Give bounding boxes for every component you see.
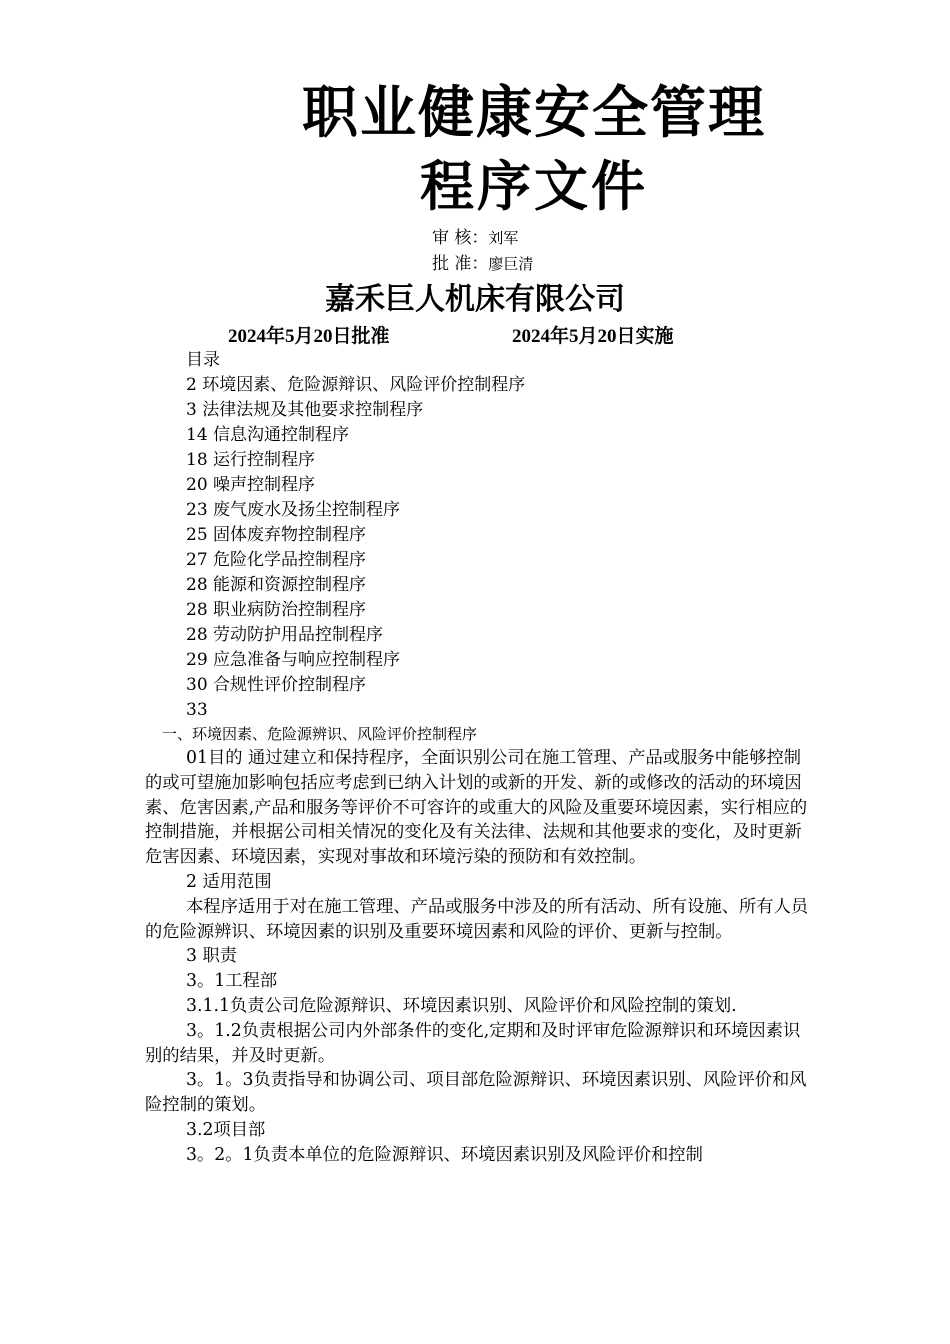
toc-item[interactable]: 2 环境因素、危险源辩识、风险评价控制程序 — [186, 375, 526, 395]
toc-item[interactable]: 33 — [186, 700, 208, 720]
duty-heading: 3 职责 — [186, 946, 238, 967]
approver-line — [432, 252, 533, 276]
toc-item[interactable]: 18 运行控制程序 — [186, 450, 316, 470]
table-of-contents — [186, 348, 525, 723]
section-body — [145, 746, 815, 1168]
reviewer-label: 审 核： — [432, 228, 489, 248]
toc-item[interactable]: 28 劳动防护用品控制程序 — [186, 625, 384, 645]
reviewer-name: 刘军 — [488, 229, 519, 247]
toc-item[interactable]: 20 噪声控制程序 — [186, 475, 316, 495]
dept-engineering: 3。1工程部 — [186, 971, 278, 992]
toc-item[interactable]: 23 废气废水及扬尘控制程序 — [186, 500, 401, 520]
scope-paragraph: 本程序适用于对在施工管理、产品或服务中涉及的所有活动、所有设施、所有人员的危险源辨识、环境因素的识别及重要环境因素和风险的评价、更新与控制。 — [145, 896, 809, 942]
toc-heading: 目录 — [186, 350, 220, 370]
approve-date: 2024年5月20日批准 — [228, 326, 390, 347]
section-heading: 一、环境因素、危险源辨识、风险评价控制程序 — [162, 725, 478, 743]
approver-name: 廖巨清 — [488, 255, 534, 273]
dept-project: 3.2项目部 — [186, 1119, 266, 1140]
effective-date: 2024年5月20日实施 — [512, 326, 674, 347]
document-title-line1: 职业健康安全管理 — [302, 81, 766, 146]
toc-item[interactable]: 28 职业病防治控制程序 — [186, 600, 367, 620]
scope-heading: 2 适用范围 — [186, 871, 272, 892]
toc-item[interactable]: 29 应急准备与响应控制程序 — [186, 650, 401, 670]
toc-item[interactable]: 27 危险化学品控制程序 — [186, 550, 367, 570]
approver-label: 批 准： — [432, 254, 489, 274]
toc-item[interactable]: 14 信息沟通控制程序 — [186, 425, 350, 445]
toc-item[interactable]: 25 固体废弃物控制程序 — [186, 525, 367, 545]
duty-3-1-1: 3.1.1负责公司危险源辩识、环境因素识别、风险评价和风险控制的策划. — [186, 995, 737, 1016]
toc-item[interactable]: 30 合规性评价控制程序 — [186, 675, 367, 695]
reviewer-line — [432, 226, 518, 250]
duty-3-2-1: 3。2。1负责本单位的危险源辩识、环境因素识别及风险评价和控制 — [186, 1144, 703, 1165]
company-name: 嘉禾巨人机床有限公司 — [325, 282, 625, 317]
toc-item[interactable]: 28 能源和资源控制程序 — [186, 575, 367, 595]
purpose-paragraph: 01目的 通过建立和保持程序，全面识别公司在施工管理、产品或服务中能够控制的或可望施加影响包括应考虑到已纳入计划的或新的开发、新的或修改的活动的环境因素、危害因素,产品和服务等评价不可容许的或重大的风险及重要环境因素，实行相应的控制措施，并根据公司相关情况的变化及有关法律、法规和其他要求的变化，及时更新危害因素、环境因素，实现对事故和环境污染的预防和有效控制。 — [145, 748, 808, 868]
duty-3-1-2: 3。1.2负责根据公司内外部条件的变化,定期和及时评审危险源辩识和环境因素识别的结果，并及时更新。 — [145, 1020, 801, 1066]
duty-3-1-3: 3。1。3负责指导和协调公司、项目部危险源辩识、环境因素识别、风险评价和风险控制的策划。 — [145, 1070, 807, 1116]
document-title-line2: 程序文件 — [420, 155, 648, 218]
toc-item[interactable]: 3 法律法规及其他要求控制程序 — [186, 400, 424, 420]
